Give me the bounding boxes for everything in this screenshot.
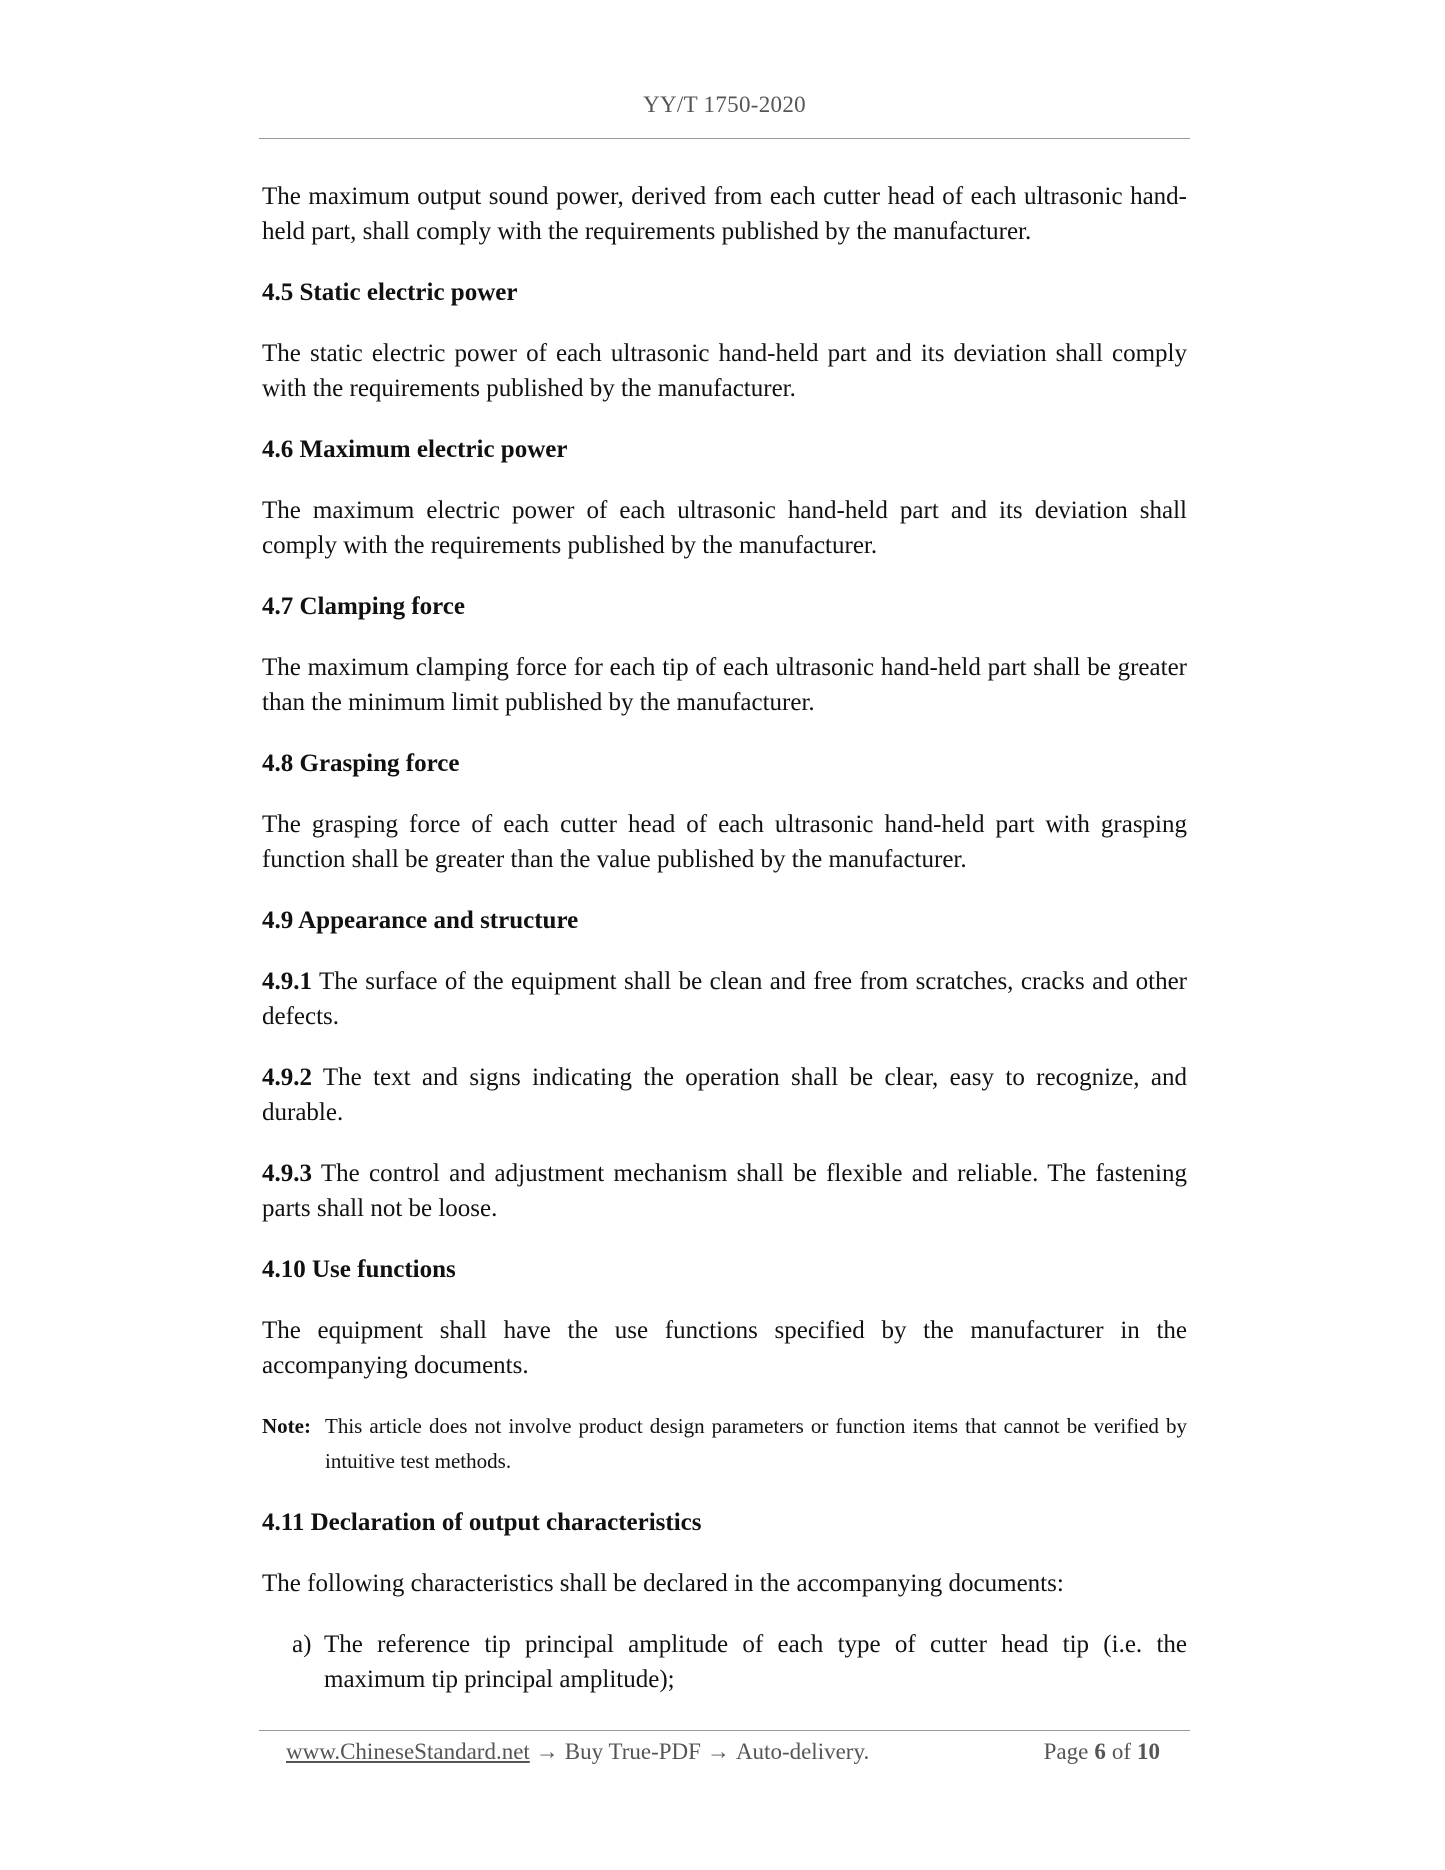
site-link[interactable]: www.ChineseStandard.net bbox=[286, 1739, 530, 1764]
clause-number-4-9-3: 4.9.3 bbox=[262, 1160, 312, 1187]
document-body bbox=[262, 179, 1187, 1697]
footer-divider bbox=[259, 1730, 1190, 1731]
arrow-right-icon: → bbox=[535, 1739, 559, 1764]
note-text: This article does not involve product design parameters or function items that cannot be verified by intuitive test methods. bbox=[325, 1414, 1187, 1473]
note-label: Note: bbox=[262, 1414, 311, 1438]
arrow-right-icon: → bbox=[706, 1739, 730, 1764]
paragraph-4-6: The maximum electric power of each ultrasonic hand-held part and its deviation shall comply with the requirements published by the manufacturer. bbox=[262, 497, 1187, 559]
list-marker-a: a) bbox=[292, 1631, 312, 1658]
clause-number-4-9-2: 4.9.2 bbox=[262, 1064, 312, 1091]
paragraph-4-7: The maximum clamping force for each tip of each ultrasonic hand-held part shall be greater than the minimum limit published by the manufacturer. bbox=[262, 654, 1187, 716]
heading-4-6: 4.6 Maximum electric power bbox=[262, 436, 568, 463]
page-label: Page bbox=[1043, 1739, 1089, 1764]
heading-4-5: 4.5 Static electric power bbox=[262, 279, 518, 306]
page-header-standard-code: YY/T 1750-2020 bbox=[643, 92, 806, 117]
heading-4-9: 4.9 Appearance and structure bbox=[262, 907, 579, 934]
clause-text-4-9-3: The control and adjustment mechanism shall be flexible and reliable. The fastening parts shall not be loose. bbox=[262, 1160, 1187, 1222]
clause-number-4-9-1: 4.9.1 bbox=[262, 968, 312, 995]
heading-4-10: 4.10 Use functions bbox=[262, 1256, 456, 1283]
paragraph-4-9-2 bbox=[262, 1060, 1187, 1130]
note-block bbox=[262, 1409, 1187, 1479]
heading-4-11: 4.11 Declaration of output characteristics bbox=[262, 1509, 702, 1536]
list-text-a: The reference tip principal amplitude of each type of cutter head tip (i.e. the maximum tip principal amplitude); bbox=[324, 1631, 1187, 1693]
paragraph-4-9-1 bbox=[262, 964, 1187, 1034]
page-footer bbox=[286, 1735, 1166, 1769]
page-current: 6 bbox=[1094, 1739, 1106, 1764]
paragraph-4-5: The static electric power of each ultrasonic hand-held part and its deviation shall comply with the requirements published by the manufacturer. bbox=[262, 340, 1187, 402]
paragraph-4-9-3 bbox=[262, 1156, 1187, 1226]
page-total: 10 bbox=[1137, 1739, 1160, 1764]
clause-text-4-9-1: The surface of the equipment shall be clean and free from scratches, cracks and other defects. bbox=[262, 968, 1187, 1030]
paragraph-4-8: The grasping force of each cutter head of each ultrasonic hand-held part with grasping function shall be greater than the value published by the manufacturer. bbox=[262, 811, 1187, 873]
page-of-label: of bbox=[1111, 1739, 1131, 1764]
paragraph-sound-power: The maximum output sound power, derived from each cutter head of each ultrasonic hand-held part, shall comply with the requirements published by the manufacturer. bbox=[262, 183, 1187, 245]
heading-4-8: 4.8 Grasping force bbox=[262, 750, 460, 777]
auto-delivery-text: Auto-delivery. bbox=[735, 1739, 870, 1764]
buy-true-pdf-text: Buy True-PDF bbox=[564, 1739, 701, 1764]
paragraph-4-10: The equipment shall have the use functions specified by the manufacturer in the accompanying documents. bbox=[262, 1317, 1187, 1379]
header-divider bbox=[259, 138, 1190, 139]
list-item-a bbox=[292, 1627, 1187, 1697]
page-indicator bbox=[1044, 1735, 1166, 1769]
footer-promo bbox=[286, 1735, 869, 1769]
clause-text-4-9-2: The text and signs indicating the operation shall be clear, easy to recognize, and durable. bbox=[262, 1064, 1187, 1126]
heading-4-7: 4.7 Clamping force bbox=[262, 593, 465, 620]
paragraph-4-11: The following characteristics shall be declared in the accompanying documents: bbox=[262, 1570, 1064, 1597]
